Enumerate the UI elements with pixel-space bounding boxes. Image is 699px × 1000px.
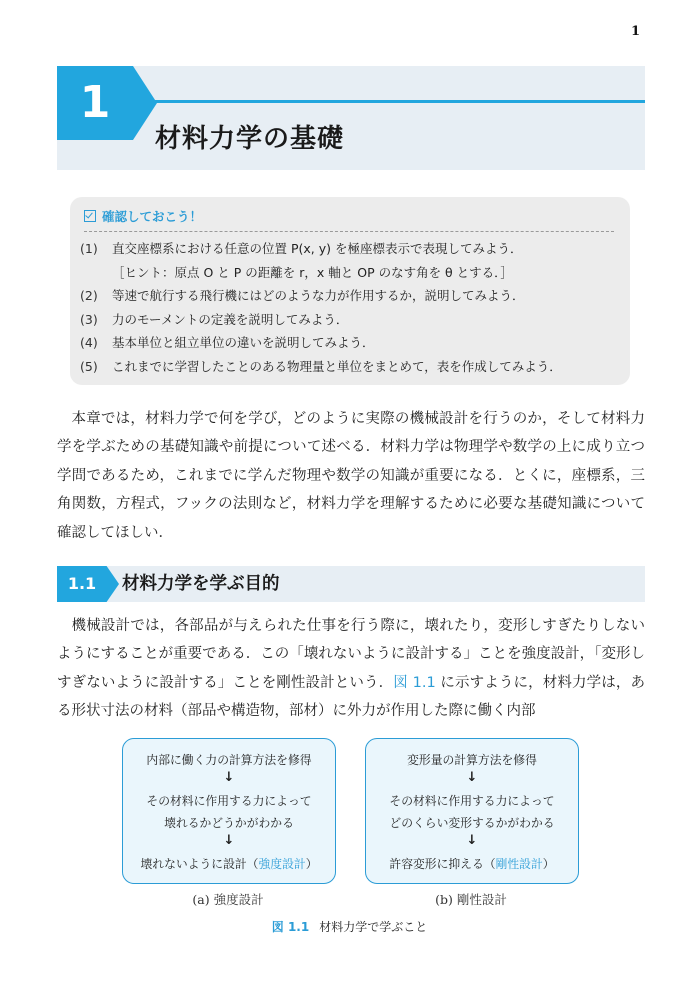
review-item-text: 基本単位と組立単位の違いを説明してみよう． (112, 335, 375, 351)
intro-paragraph: 本章では，材料力学で何を学び，どのように実際の機械設計を行うのか，そして材料力学を学ぶための基礎知識や前提について述べる．材料力学は物理学や数学の上に成り立つ学問であるため，これまでに学んだ物理や数学の知識が重要になる．とくに，座標系，三角関数，方程式，フックの法則など，材料力学を理解するために必要な基礎知識について確認してほしい． (57, 411, 645, 541)
review-divider (84, 231, 614, 232)
review-item (80, 308, 625, 332)
review-item-number: (1) (80, 241, 98, 256)
panel-line: どのくらい変形するかがわかる (389, 816, 555, 830)
panel-line: 許容変形に抑える（ (389, 857, 496, 871)
review-box (70, 197, 630, 385)
review-item-text: これまでに学習したことのある物理量と単位をまとめて，表を作成してみよう． (112, 358, 562, 374)
down-arrow-icon: ↓ (466, 833, 478, 848)
figure-sublabel-b: (b) 剛性設計 (435, 892, 507, 907)
panel-conclusion (366, 855, 578, 872)
body-text-1: 機械設計では，各部品が与えられた仕事を行う際に，壊れたり，変形しすぎたりしないようにすることが重要である．この「壊れないように設計する」ことを強度設計，「変形しすぎないように設計する」ことを剛性設計という． (57, 618, 645, 691)
panel-line: 変形量の計算方法を修得 (407, 753, 537, 767)
panel-line: ） (305, 857, 318, 871)
panel-line: 壊れないように設計（ (140, 857, 259, 871)
review-item-number: (3) (80, 311, 98, 327)
panel-line: その材料に作用する力によって (146, 794, 312, 808)
chapter-number: 1 (79, 77, 111, 128)
panel-highlight: 剛性設計 (495, 857, 543, 871)
down-arrow-icon: ↓ (223, 770, 235, 785)
section-number: 1.1 (67, 574, 97, 593)
chapter-title: 材料力学の基礎 (155, 124, 345, 154)
review-header (84, 207, 202, 225)
review-hint-text: ［ヒント：原点 O と P の距離を r，x 軸と OP のなす角を θ とする．］ (112, 264, 513, 280)
figure-caption-text: 材料力学で学ぶこと (319, 920, 428, 934)
down-arrow-icon: ↓ (466, 770, 478, 785)
body-paragraph (57, 612, 645, 726)
figure-sublabel-a: (a) 強度設計 (192, 892, 264, 907)
review-hint (80, 261, 625, 285)
panel-conclusion (123, 855, 335, 872)
review-item-text: 直交座標系における任意の位置 P(x, y) を極座標表示で表現してみよう． (112, 241, 523, 256)
review-header-label: 確認しておこう！ (102, 209, 203, 224)
review-item-number: (5) (80, 358, 98, 374)
review-item (80, 355, 625, 379)
figure-panel-strength (122, 738, 336, 884)
review-item-text: 力のモーメントの定義を説明してみよう． (112, 311, 349, 327)
figure-caption-label: 図 1.1 (271, 920, 310, 934)
panel-line: その材料に作用する力によって (389, 794, 555, 808)
review-item (80, 284, 625, 308)
down-arrow-icon: ↓ (223, 833, 235, 848)
panel-line: 壊れるかどうかがわかる (164, 816, 294, 830)
review-item-text: 等速で航行する飛行機にはどのような力が作用するか，説明してみよう． (112, 288, 525, 304)
figure-caption (0, 918, 699, 935)
review-item-number: (2) (80, 288, 98, 304)
review-item (80, 237, 625, 261)
section-header (57, 566, 645, 602)
figure-panel-rigidity (365, 738, 579, 884)
panel-highlight: 強度設計 (258, 857, 306, 871)
chapter-rule (153, 100, 645, 103)
section-title: 材料力学を学ぶ目的 (122, 574, 280, 594)
checkbox-icon (84, 210, 96, 222)
panel-line: 内部に働く力の計算方法を修得 (146, 753, 312, 767)
figure-reference-link[interactable]: 図 1.1 (393, 674, 436, 691)
body-text-2: に示すように，材料力学は，ある形状寸法の材料（部品や構造物，部材）に外力が作用した際に働く内部 (57, 674, 646, 720)
review-item-number: (4) (80, 335, 98, 351)
review-item (80, 331, 625, 355)
page-number: 1 (630, 24, 640, 39)
review-list (80, 237, 625, 379)
panel-line: ） (542, 857, 555, 871)
chapter-header (57, 66, 645, 170)
